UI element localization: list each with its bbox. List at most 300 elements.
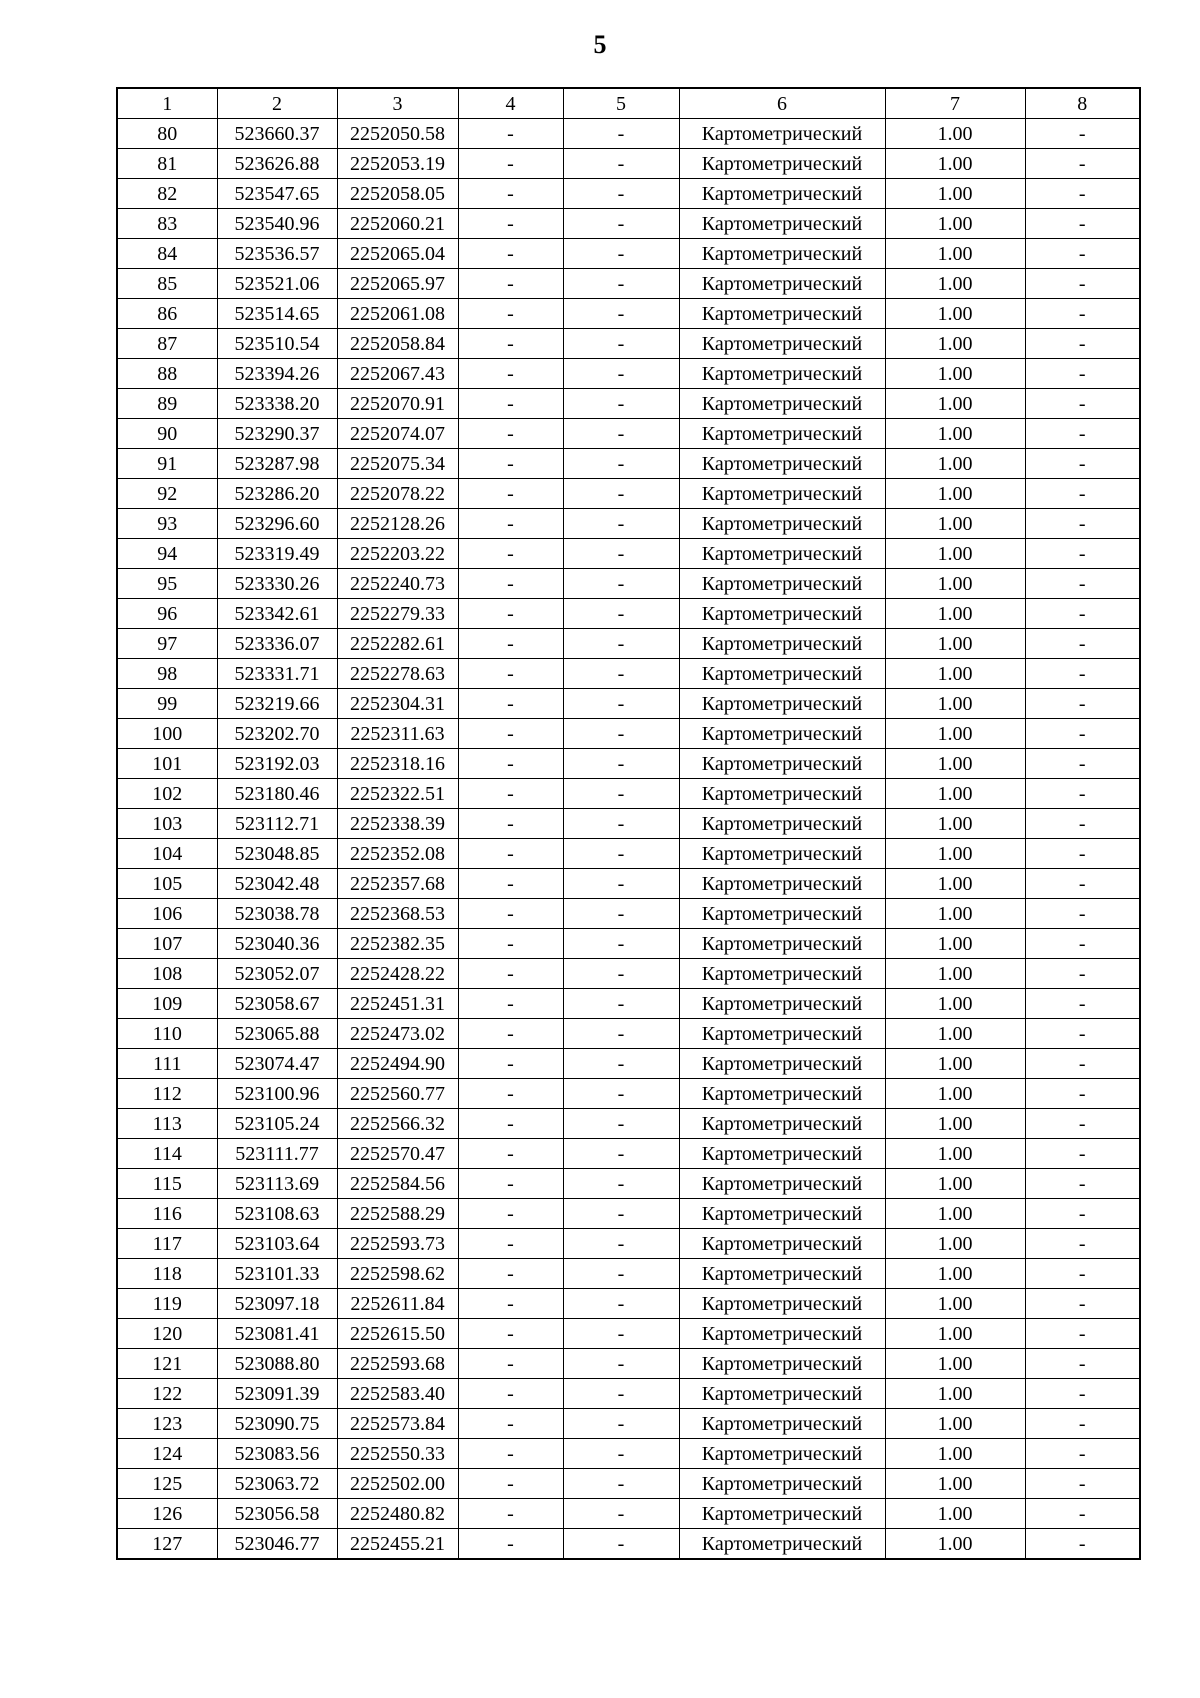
col4-cell: - — [458, 1289, 563, 1319]
point-number-cell: 90 — [117, 419, 217, 449]
method-cell: Картометрический — [679, 1259, 885, 1289]
point-number-cell: 121 — [117, 1349, 217, 1379]
y-coordinate-cell: 2252065.97 — [337, 269, 458, 299]
y-coordinate-cell: 2252573.84 — [337, 1409, 458, 1439]
point-number-cell: 125 — [117, 1469, 217, 1499]
y-coordinate-cell: 2252078.22 — [337, 479, 458, 509]
method-cell: Картометрический — [679, 1079, 885, 1109]
method-cell: Картометрический — [679, 209, 885, 239]
column-header: 3 — [337, 88, 458, 119]
point-number-cell: 96 — [117, 599, 217, 629]
accuracy-cell: 1.00 — [885, 269, 1025, 299]
method-cell: Картометрический — [679, 1139, 885, 1169]
column-header: 6 — [679, 88, 885, 119]
col5-cell: - — [563, 659, 679, 689]
x-coordinate-cell: 523180.46 — [217, 779, 337, 809]
col8-cell: - — [1025, 1169, 1140, 1199]
method-cell: Картометрический — [679, 1349, 885, 1379]
x-coordinate-cell: 523338.20 — [217, 389, 337, 419]
col8-cell: - — [1025, 1529, 1140, 1560]
col5-cell: - — [563, 989, 679, 1019]
col5-cell: - — [563, 1349, 679, 1379]
x-coordinate-cell: 523540.96 — [217, 209, 337, 239]
x-coordinate-cell: 523081.41 — [217, 1319, 337, 1349]
y-coordinate-cell: 2252240.73 — [337, 569, 458, 599]
point-number-cell: 83 — [117, 209, 217, 239]
y-coordinate-cell: 2252588.29 — [337, 1199, 458, 1229]
col8-cell: - — [1025, 119, 1140, 149]
col4-cell: - — [458, 179, 563, 209]
col5-cell: - — [563, 119, 679, 149]
accuracy-cell: 1.00 — [885, 1169, 1025, 1199]
method-cell: Картометрический — [679, 1109, 885, 1139]
table-row — [117, 1409, 1140, 1439]
col4-cell: - — [458, 1229, 563, 1259]
col4-cell: - — [458, 1259, 563, 1289]
method-cell: Картометрический — [679, 509, 885, 539]
y-coordinate-cell: 2252584.56 — [337, 1169, 458, 1199]
col4-cell: - — [458, 959, 563, 989]
method-cell: Картометрический — [679, 1499, 885, 1529]
x-coordinate-cell: 523521.06 — [217, 269, 337, 299]
method-cell: Картометрический — [679, 899, 885, 929]
col8-cell: - — [1025, 479, 1140, 509]
accuracy-cell: 1.00 — [885, 1319, 1025, 1349]
point-number-cell: 126 — [117, 1499, 217, 1529]
point-number-cell: 104 — [117, 839, 217, 869]
y-coordinate-cell: 2252318.16 — [337, 749, 458, 779]
y-coordinate-cell: 2252058.84 — [337, 329, 458, 359]
y-coordinate-cell: 2252368.53 — [337, 899, 458, 929]
point-number-cell: 100 — [117, 719, 217, 749]
table-row — [117, 269, 1140, 299]
col4-cell: - — [458, 1469, 563, 1499]
x-coordinate-cell: 523112.71 — [217, 809, 337, 839]
point-number-cell: 109 — [117, 989, 217, 1019]
method-cell: Картометрический — [679, 1049, 885, 1079]
col4-cell: - — [458, 1079, 563, 1109]
col8-cell: - — [1025, 269, 1140, 299]
y-coordinate-cell: 2252322.51 — [337, 779, 458, 809]
col8-cell: - — [1025, 539, 1140, 569]
table-row — [117, 1379, 1140, 1409]
table-header-row — [117, 88, 1140, 119]
col8-cell: - — [1025, 1409, 1140, 1439]
x-coordinate-cell: 523547.65 — [217, 179, 337, 209]
col4-cell: - — [458, 1199, 563, 1229]
y-coordinate-cell: 2252451.31 — [337, 989, 458, 1019]
point-number-cell: 98 — [117, 659, 217, 689]
x-coordinate-cell: 523394.26 — [217, 359, 337, 389]
accuracy-cell: 1.00 — [885, 1139, 1025, 1169]
accuracy-cell: 1.00 — [885, 1079, 1025, 1109]
x-coordinate-cell: 523202.70 — [217, 719, 337, 749]
col8-cell: - — [1025, 959, 1140, 989]
accuracy-cell: 1.00 — [885, 1349, 1025, 1379]
x-coordinate-cell: 523058.67 — [217, 989, 337, 1019]
accuracy-cell: 1.00 — [885, 179, 1025, 209]
x-coordinate-cell: 523090.75 — [217, 1409, 337, 1439]
x-coordinate-cell: 523100.96 — [217, 1079, 337, 1109]
col4-cell: - — [458, 1049, 563, 1079]
col8-cell: - — [1025, 1139, 1140, 1169]
col8-cell: - — [1025, 569, 1140, 599]
y-coordinate-cell: 2252053.19 — [337, 149, 458, 179]
y-coordinate-cell: 2252070.91 — [337, 389, 458, 419]
col5-cell: - — [563, 1139, 679, 1169]
point-number-cell: 101 — [117, 749, 217, 779]
col5-cell: - — [563, 239, 679, 269]
method-cell: Картометрический — [679, 749, 885, 779]
x-coordinate-cell: 523048.85 — [217, 839, 337, 869]
y-coordinate-cell: 2252058.05 — [337, 179, 458, 209]
table-row — [117, 1049, 1140, 1079]
col5-cell: - — [563, 359, 679, 389]
point-number-cell: 80 — [117, 119, 217, 149]
method-cell: Картометрический — [679, 539, 885, 569]
col5-cell: - — [563, 149, 679, 179]
accuracy-cell: 1.00 — [885, 1229, 1025, 1259]
col5-cell: - — [563, 839, 679, 869]
x-coordinate-cell: 523040.36 — [217, 929, 337, 959]
y-coordinate-cell: 2252203.22 — [337, 539, 458, 569]
point-number-cell: 93 — [117, 509, 217, 539]
col4-cell: - — [458, 1439, 563, 1469]
table-row — [117, 839, 1140, 869]
col4-cell: - — [458, 1169, 563, 1199]
col8-cell: - — [1025, 1109, 1140, 1139]
accuracy-cell: 1.00 — [885, 329, 1025, 359]
method-cell: Картометрический — [679, 659, 885, 689]
col8-cell: - — [1025, 329, 1140, 359]
col5-cell: - — [563, 539, 679, 569]
table-row — [117, 659, 1140, 689]
col8-cell: - — [1025, 389, 1140, 419]
y-coordinate-cell: 2252357.68 — [337, 869, 458, 899]
col8-cell: - — [1025, 1319, 1140, 1349]
accuracy-cell: 1.00 — [885, 929, 1025, 959]
col4-cell: - — [458, 449, 563, 479]
y-coordinate-cell: 2252304.31 — [337, 689, 458, 719]
y-coordinate-cell: 2252570.47 — [337, 1139, 458, 1169]
col5-cell: - — [563, 1049, 679, 1079]
point-number-cell: 91 — [117, 449, 217, 479]
col4-cell: - — [458, 1379, 563, 1409]
col4-cell: - — [458, 389, 563, 419]
point-number-cell: 89 — [117, 389, 217, 419]
col5-cell: - — [563, 929, 679, 959]
col4-cell: - — [458, 929, 563, 959]
table-row — [117, 1109, 1140, 1139]
accuracy-cell: 1.00 — [885, 899, 1025, 929]
table-row — [117, 359, 1140, 389]
y-coordinate-cell: 2252598.62 — [337, 1259, 458, 1289]
point-number-cell: 110 — [117, 1019, 217, 1049]
table-row — [117, 419, 1140, 449]
y-coordinate-cell: 2252611.84 — [337, 1289, 458, 1319]
y-coordinate-cell: 2252480.82 — [337, 1499, 458, 1529]
accuracy-cell: 1.00 — [885, 1259, 1025, 1289]
col8-cell: - — [1025, 839, 1140, 869]
method-cell: Картометрический — [679, 389, 885, 419]
col5-cell: - — [563, 869, 679, 899]
col5-cell: - — [563, 569, 679, 599]
x-coordinate-cell: 523514.65 — [217, 299, 337, 329]
method-cell: Картометрический — [679, 1469, 885, 1499]
method-cell: Картометрический — [679, 629, 885, 659]
x-coordinate-cell: 523063.72 — [217, 1469, 337, 1499]
point-number-cell: 124 — [117, 1439, 217, 1469]
method-cell: Картометрический — [679, 359, 885, 389]
x-coordinate-cell: 523290.37 — [217, 419, 337, 449]
y-coordinate-cell: 2252583.40 — [337, 1379, 458, 1409]
accuracy-cell: 1.00 — [885, 359, 1025, 389]
col5-cell: - — [563, 209, 679, 239]
table-row — [117, 1259, 1140, 1289]
col5-cell: - — [563, 779, 679, 809]
col4-cell: - — [458, 689, 563, 719]
col8-cell: - — [1025, 1019, 1140, 1049]
col4-cell: - — [458, 509, 563, 539]
method-cell: Картометрический — [679, 1199, 885, 1229]
accuracy-cell: 1.00 — [885, 779, 1025, 809]
x-coordinate-cell: 523342.61 — [217, 599, 337, 629]
col8-cell: - — [1025, 1349, 1140, 1379]
method-cell: Картометрический — [679, 959, 885, 989]
point-number-cell: 113 — [117, 1109, 217, 1139]
method-cell: Картометрический — [679, 419, 885, 449]
accuracy-cell: 1.00 — [885, 1439, 1025, 1469]
x-coordinate-cell: 523056.58 — [217, 1499, 337, 1529]
col8-cell: - — [1025, 509, 1140, 539]
page-number: 5 — [593, 30, 607, 59]
y-coordinate-cell: 2252067.43 — [337, 359, 458, 389]
table-row — [117, 449, 1140, 479]
table-row — [117, 689, 1140, 719]
method-cell: Картометрический — [679, 1409, 885, 1439]
col4-cell: - — [458, 539, 563, 569]
col5-cell: - — [563, 1379, 679, 1409]
accuracy-cell: 1.00 — [885, 389, 1025, 419]
col8-cell: - — [1025, 1469, 1140, 1499]
col4-cell: - — [458, 329, 563, 359]
accuracy-cell: 1.00 — [885, 239, 1025, 269]
method-cell: Картометрический — [679, 929, 885, 959]
x-coordinate-cell: 523074.47 — [217, 1049, 337, 1079]
accuracy-cell: 1.00 — [885, 299, 1025, 329]
col4-cell: - — [458, 119, 563, 149]
col4-cell: - — [458, 209, 563, 239]
table-row — [117, 209, 1140, 239]
x-coordinate-cell: 523287.98 — [217, 449, 337, 479]
point-number-cell: 92 — [117, 479, 217, 509]
y-coordinate-cell: 2252455.21 — [337, 1529, 458, 1560]
table-row — [117, 779, 1140, 809]
col5-cell: - — [563, 719, 679, 749]
col4-cell: - — [458, 809, 563, 839]
method-cell: Картометрический — [679, 1289, 885, 1319]
method-cell: Картометрический — [679, 1019, 885, 1049]
accuracy-cell: 1.00 — [885, 809, 1025, 839]
x-coordinate-cell: 523101.33 — [217, 1259, 337, 1289]
y-coordinate-cell: 2252352.08 — [337, 839, 458, 869]
method-cell: Картометрический — [679, 779, 885, 809]
table-row — [117, 599, 1140, 629]
col8-cell: - — [1025, 1289, 1140, 1319]
col5-cell: - — [563, 329, 679, 359]
x-coordinate-cell: 523103.64 — [217, 1229, 337, 1259]
col8-cell: - — [1025, 659, 1140, 689]
point-number-cell: 106 — [117, 899, 217, 929]
method-cell: Картометрический — [679, 839, 885, 869]
table-row — [117, 539, 1140, 569]
y-coordinate-cell: 2252128.26 — [337, 509, 458, 539]
accuracy-cell: 1.00 — [885, 1379, 1025, 1409]
table-row — [117, 1169, 1140, 1199]
accuracy-cell: 1.00 — [885, 119, 1025, 149]
col4-cell: - — [458, 1109, 563, 1139]
accuracy-cell: 1.00 — [885, 1199, 1025, 1229]
col8-cell: - — [1025, 719, 1140, 749]
col8-cell: - — [1025, 299, 1140, 329]
y-coordinate-cell: 2252338.39 — [337, 809, 458, 839]
y-coordinate-cell: 2252593.73 — [337, 1229, 458, 1259]
col4-cell: - — [458, 419, 563, 449]
accuracy-cell: 1.00 — [885, 1019, 1025, 1049]
col8-cell: - — [1025, 899, 1140, 929]
accuracy-cell: 1.00 — [885, 479, 1025, 509]
col5-cell: - — [563, 389, 679, 419]
col5-cell: - — [563, 419, 679, 449]
col5-cell: - — [563, 959, 679, 989]
accuracy-cell: 1.00 — [885, 719, 1025, 749]
y-coordinate-cell: 2252566.32 — [337, 1109, 458, 1139]
method-cell: Картометрический — [679, 119, 885, 149]
y-coordinate-cell: 2252278.63 — [337, 659, 458, 689]
col5-cell: - — [563, 689, 679, 719]
accuracy-cell: 1.00 — [885, 149, 1025, 179]
point-number-cell: 99 — [117, 689, 217, 719]
col4-cell: - — [458, 1349, 563, 1379]
method-cell: Картометрический — [679, 599, 885, 629]
column-header: 8 — [1025, 88, 1140, 119]
col5-cell: - — [563, 749, 679, 779]
y-coordinate-cell: 2252550.33 — [337, 1439, 458, 1469]
point-number-cell: 127 — [117, 1529, 217, 1560]
col5-cell: - — [563, 1109, 679, 1139]
col4-cell: - — [458, 479, 563, 509]
col5-cell: - — [563, 269, 679, 299]
col5-cell: - — [563, 1409, 679, 1439]
x-coordinate-cell: 523660.37 — [217, 119, 337, 149]
y-coordinate-cell: 2252065.04 — [337, 239, 458, 269]
point-number-cell: 87 — [117, 329, 217, 359]
accuracy-cell: 1.00 — [885, 1289, 1025, 1319]
col8-cell: - — [1025, 1079, 1140, 1109]
x-coordinate-cell: 523510.54 — [217, 329, 337, 359]
table-row — [117, 1289, 1140, 1319]
coordinates-table — [116, 87, 1141, 1560]
point-number-cell: 119 — [117, 1289, 217, 1319]
col5-cell: - — [563, 1289, 679, 1319]
col5-cell: - — [563, 449, 679, 479]
y-coordinate-cell: 2252593.68 — [337, 1349, 458, 1379]
col8-cell: - — [1025, 149, 1140, 179]
point-number-cell: 112 — [117, 1079, 217, 1109]
method-cell: Картометрический — [679, 269, 885, 299]
x-coordinate-cell: 523113.69 — [217, 1169, 337, 1199]
table-row — [117, 1139, 1140, 1169]
table-row — [117, 479, 1140, 509]
table-row — [117, 869, 1140, 899]
accuracy-cell: 1.00 — [885, 1499, 1025, 1529]
table-row — [117, 959, 1140, 989]
point-number-cell: 107 — [117, 929, 217, 959]
point-number-cell: 86 — [117, 299, 217, 329]
x-coordinate-cell: 523336.07 — [217, 629, 337, 659]
col4-cell: - — [458, 719, 563, 749]
table-row — [117, 719, 1140, 749]
accuracy-cell: 1.00 — [885, 659, 1025, 689]
y-coordinate-cell: 2252560.77 — [337, 1079, 458, 1109]
col8-cell: - — [1025, 629, 1140, 659]
method-cell: Картометрический — [679, 479, 885, 509]
table-row — [117, 389, 1140, 419]
accuracy-cell: 1.00 — [885, 1469, 1025, 1499]
col4-cell: - — [458, 659, 563, 689]
accuracy-cell: 1.00 — [885, 989, 1025, 1019]
y-coordinate-cell: 2252615.50 — [337, 1319, 458, 1349]
col8-cell: - — [1025, 359, 1140, 389]
point-number-cell: 122 — [117, 1379, 217, 1409]
point-number-cell: 81 — [117, 149, 217, 179]
col8-cell: - — [1025, 1259, 1140, 1289]
col8-cell: - — [1025, 1199, 1140, 1229]
x-coordinate-cell: 523286.20 — [217, 479, 337, 509]
table-row — [117, 899, 1140, 929]
col5-cell: - — [563, 479, 679, 509]
accuracy-cell: 1.00 — [885, 749, 1025, 779]
col4-cell: - — [458, 149, 563, 179]
x-coordinate-cell: 523331.71 — [217, 659, 337, 689]
accuracy-cell: 1.00 — [885, 419, 1025, 449]
col5-cell: - — [563, 509, 679, 539]
col5-cell: - — [563, 1319, 679, 1349]
col4-cell: - — [458, 569, 563, 599]
x-coordinate-cell: 523105.24 — [217, 1109, 337, 1139]
col5-cell: - — [563, 1169, 679, 1199]
accuracy-cell: 1.00 — [885, 869, 1025, 899]
x-coordinate-cell: 523330.26 — [217, 569, 337, 599]
col5-cell: - — [563, 1079, 679, 1109]
column-header: 2 — [217, 88, 337, 119]
col4-cell: - — [458, 1019, 563, 1049]
method-cell: Картометрический — [679, 1319, 885, 1349]
col5-cell: - — [563, 1229, 679, 1259]
col4-cell: - — [458, 1529, 563, 1560]
col8-cell: - — [1025, 239, 1140, 269]
column-header: 7 — [885, 88, 1025, 119]
x-coordinate-cell: 523219.66 — [217, 689, 337, 719]
table-row — [117, 1229, 1140, 1259]
table-row — [117, 179, 1140, 209]
x-coordinate-cell: 523097.18 — [217, 1289, 337, 1319]
table-row — [117, 629, 1140, 659]
col5-cell: - — [563, 1019, 679, 1049]
col8-cell: - — [1025, 209, 1140, 239]
table-row — [117, 1019, 1140, 1049]
point-number-cell: 114 — [117, 1139, 217, 1169]
